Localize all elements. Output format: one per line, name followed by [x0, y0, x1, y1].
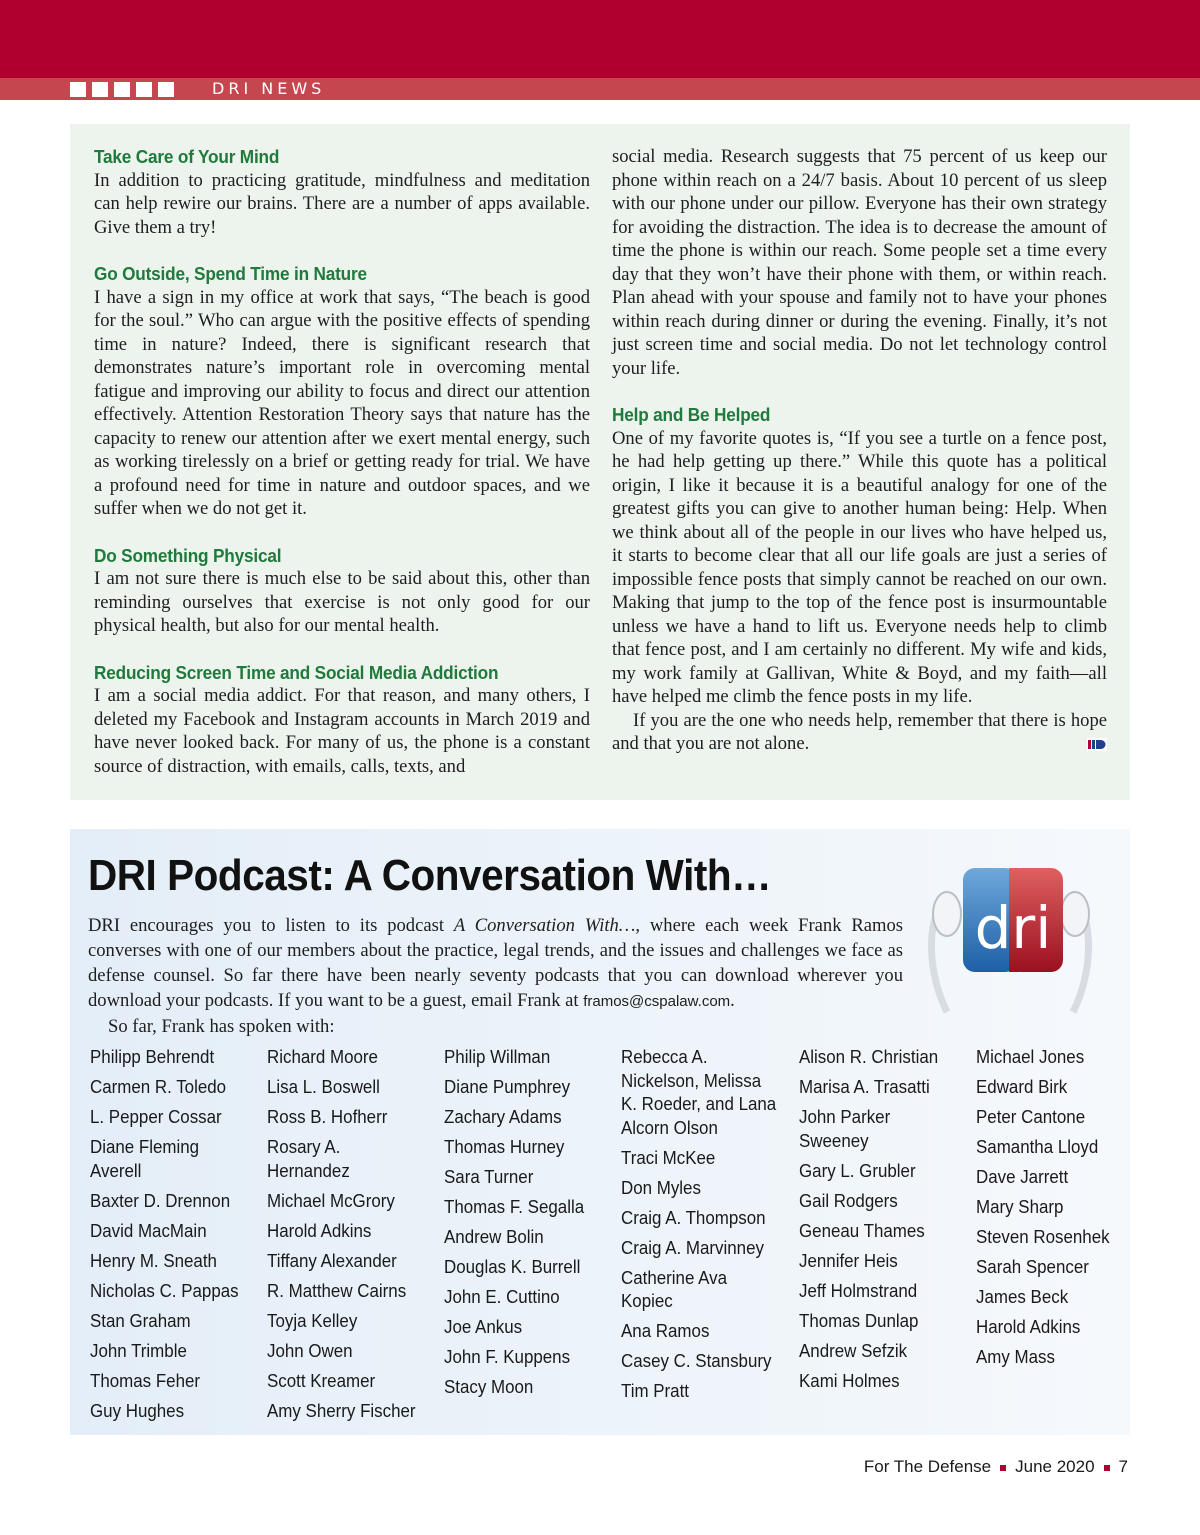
guest-name: Don Myles	[621, 1177, 701, 1198]
guest-name: Baxter D. Drennon	[90, 1190, 231, 1211]
guest-name: Ana Ramos	[621, 1321, 710, 1341]
guest-name: Traci McKee	[621, 1147, 716, 1168]
guest-name: Alison R. Christian	[799, 1047, 939, 1067]
guest-name: John Owen	[267, 1340, 353, 1361]
article-left-column	[94, 145, 590, 778]
guest-name: Craig A. Thompson	[621, 1207, 766, 1228]
guest-name: Gary L. Grubler	[799, 1160, 916, 1181]
paragraph: I am a social media addict. For that reason, and many others, I deleted my Facebook and Instagram accounts in March 2019 and have never looked back. For many of us, the phone is a constant source of distraction, with emails, calls, texts, and	[94, 685, 590, 777]
paragraph: I am not sure there is much else to be said about this, other than reminding ourselves that exercise is not only good for our physical health, but also for our mental health.	[94, 568, 590, 636]
heading-go-outside: Go Outside, Spend Time in Nature	[94, 263, 367, 284]
paragraph: In addition to practicing gratitude, mindfulness and meditation can help rewire our brains. There are a number of apps available. Give them a try!	[94, 169, 590, 238]
guest-name: Scott Kreamer	[267, 1370, 376, 1391]
guest-column	[444, 1046, 614, 1406]
guest-name: Joe Ankus	[444, 1317, 523, 1337]
guest-name: Toyja Kelley	[267, 1310, 358, 1331]
guest-column	[799, 1046, 969, 1400]
guest-name: John E. Cuttino	[444, 1287, 560, 1307]
guest-name: Diane Pumphrey	[444, 1077, 571, 1097]
podcast-title: DRI Podcast: A Conversation With…	[88, 851, 772, 900]
guest-name: Steven Rosenhek	[976, 1227, 1110, 1247]
guest-name: Tim Pratt	[621, 1381, 690, 1401]
page-footer	[864, 1457, 1128, 1477]
guest-name: Kami Holmes	[799, 1370, 900, 1391]
guest-name: Amy Sherry Fischer	[267, 1400, 416, 1421]
guest-name: Stacy Moon	[444, 1377, 534, 1397]
paragraph: I have a sign in my office at work that says, “The beach is good for the soul.” Who can argue with the positive effects of spending time in nature? Indeed, there is significant research that demonstrates nature’s important role in overcoming mental fatigue and improving our ability to focus and direct our attention effectively. Attention Restoration Theory says that nature has the capacity to renew our attention after we exert mental energy, such as working tirelessly on a brief or getting ready for trial. We have a profound need for time in nature and outdoor spaces, and we suffer when we do not get it.	[94, 286, 590, 519]
guest-name: Rebecca A. Nickelson, Melissa K. Roeder, and Lana Alcorn Olson	[621, 1047, 777, 1138]
section-bar	[0, 78, 1200, 100]
intro-text: DRI encourages you to listen to its podcast	[88, 915, 454, 936]
guest-name: L. Pepper Cossar	[90, 1107, 222, 1127]
guest-name: Gail Rodgers	[799, 1190, 898, 1211]
guest-name: Sara Turner	[444, 1167, 534, 1187]
guest-name: John F. Kuppens	[444, 1347, 571, 1367]
guest-name: Lisa L. Boswell	[267, 1077, 380, 1097]
logo-text: dri	[974, 894, 1052, 962]
intro-text: .	[730, 990, 735, 1011]
guest-name: Mary Sharp	[976, 1197, 1064, 1217]
guest-name: Amy Mass	[976, 1347, 1055, 1367]
header-band	[0, 0, 1200, 78]
guest-name: Nicholas C. Pappas	[90, 1280, 239, 1301]
guest-name: Harold Adkins	[267, 1220, 372, 1241]
guest-name: Catherine Ava Kopiec	[621, 1267, 727, 1311]
email-link[interactable]: framos@cspalaw.com	[583, 993, 731, 1010]
guest-name: Harold Adkins	[976, 1317, 1081, 1337]
guest-name: Thomas Dunlap	[799, 1310, 919, 1331]
guest-name: John Trimble	[90, 1340, 187, 1361]
guest-column	[976, 1046, 1146, 1376]
guest-name: Tiffany Alexander	[267, 1250, 397, 1271]
guest-name: Dave Jarrett	[976, 1167, 1069, 1187]
guest-name: Sarah Spencer	[976, 1257, 1089, 1277]
podcast-intro	[88, 913, 903, 1014]
paragraph: One of my favorite quotes is, “If you see a turtle on a fence post, he had help getting up there.” While this quote has a political origin, I like it because it is a beautiful analogy for one of the greatest gifts you can give to another human being: Help. When we think about all of the people in our lives who have helped us, it starts to become clear that all our life goals are just a series of impossible fence posts that simply cannot be reached on our own. Making that jump to the top of the fence post is insurmountable unless we have a hand to lift us. Everyone needs help to climb that fence post, and I am certainly no different. My wife and kids, my work family at Gallivan, White & Boyd, and my faith—all have helped me climb the fence posts in my life.	[612, 427, 1107, 707]
guest-name: Thomas Feher	[90, 1370, 201, 1391]
guest-name: Samantha Lloyd	[976, 1137, 1099, 1157]
separator-icon	[1104, 1465, 1110, 1471]
end-mark-icon	[1087, 738, 1107, 751]
heading-physical: Do Something Physical	[94, 544, 282, 566]
guest-name: Diane Fleming Averell	[90, 1137, 200, 1181]
guest-column	[267, 1046, 437, 1430]
guest-name: John Parker Sweeney	[799, 1107, 891, 1151]
heading-screen-time: Reducing Screen Time and Social Media Addiction	[94, 661, 499, 683]
issue-date: June 2020	[1015, 1457, 1095, 1476]
guest-name: Thomas F. Segalla	[444, 1197, 585, 1217]
guest-name: Zachary Adams	[444, 1107, 562, 1127]
guest-name: Jeff Holmstrand	[799, 1280, 918, 1301]
guest-name: Jennifer Heis	[799, 1250, 898, 1271]
paragraph-last	[612, 709, 1107, 756]
publication-name: For The Defense	[863, 1457, 992, 1476]
paragraph-text: If you are the one who needs help, remember that there is hope and that you are not alone.	[612, 709, 1107, 754]
guest-name: Geneau Thames	[799, 1220, 925, 1241]
guest-name: Peter Cantone	[976, 1107, 1086, 1127]
guest-name: Guy Hughes	[90, 1400, 185, 1421]
guest-name: Michael McGrory	[267, 1190, 395, 1211]
guest-name: Craig A. Marvinney	[621, 1237, 764, 1258]
guest-name: Henry M. Sneath	[90, 1250, 217, 1271]
section-label: DRI NEWS	[212, 79, 326, 98]
guest-name: R. Matthew Cairns	[267, 1280, 407, 1301]
guest-name: Philipp Behrendt	[90, 1047, 215, 1067]
guest-name: Douglas K. Burrell	[444, 1257, 581, 1277]
guest-name: Marisa A. Trasatti	[799, 1077, 930, 1097]
guest-name: Michael Jones	[976, 1047, 1085, 1067]
guest-name: Richard Moore	[267, 1047, 378, 1067]
guest-name: Edward Birk	[976, 1077, 1068, 1097]
guest-column	[621, 1046, 791, 1410]
heading-take-care-mind: Take Care of Your Mind	[94, 146, 280, 167]
guest-name: Andrew Bolin	[444, 1227, 544, 1247]
dri-podcast-logo	[925, 862, 1095, 1022]
podcast-name: A Conversation With…	[453, 915, 636, 936]
spoken-with-label: So far, Frank has spoken with:	[108, 1016, 335, 1037]
separator-icon	[1000, 1465, 1006, 1471]
article-right-column	[612, 145, 1107, 756]
guest-name: Carmen R. Toledo	[90, 1077, 227, 1097]
guest-name: Thomas Hurney	[444, 1137, 565, 1157]
guest-name: Philip Willman	[444, 1047, 551, 1067]
guest-name: Ross B. Hofherr	[267, 1107, 388, 1127]
guest-name: David MacMain	[90, 1220, 207, 1241]
guest-name: Casey C. Stansbury	[621, 1351, 772, 1371]
guest-name: Andrew Sefzik	[799, 1340, 908, 1361]
paragraph: social media. Research suggests that 75 percent of us keep our phone within reach on a 24/7 basis. About 10 percent of us sleep with our phone under our pillow. Everyone has their own strategy for avoiding the distraction. The idea is to decrease the amount of time the phone is within our reach. Some people set a time every day that they won’t have their phone with them, or within reach. Plan ahead with your spouse and family not to have your phones within reach during dinner or during the evening. Finally, it’s not just screen time and social media. Do not let technology control your life.	[612, 146, 1107, 379]
guest-name: Rosary A. Hernandez	[267, 1137, 350, 1181]
guest-column	[90, 1046, 260, 1430]
page-number: 7	[1118, 1457, 1128, 1476]
heading-help: Help and Be Helped	[612, 404, 771, 425]
guest-name: James Beck	[976, 1287, 1069, 1307]
guest-name: Stan Graham	[90, 1310, 191, 1331]
section-squares-icon	[70, 82, 174, 97]
intro-text: , where each week Frank Ramos converses with one of our members about the practice, legal trends, and the issues and challenges we face as defense counsel. So far there have been nearly seventy podcasts that you can download wherever you download your podcasts. If you want to be a guest, email Frank at	[88, 915, 903, 1011]
